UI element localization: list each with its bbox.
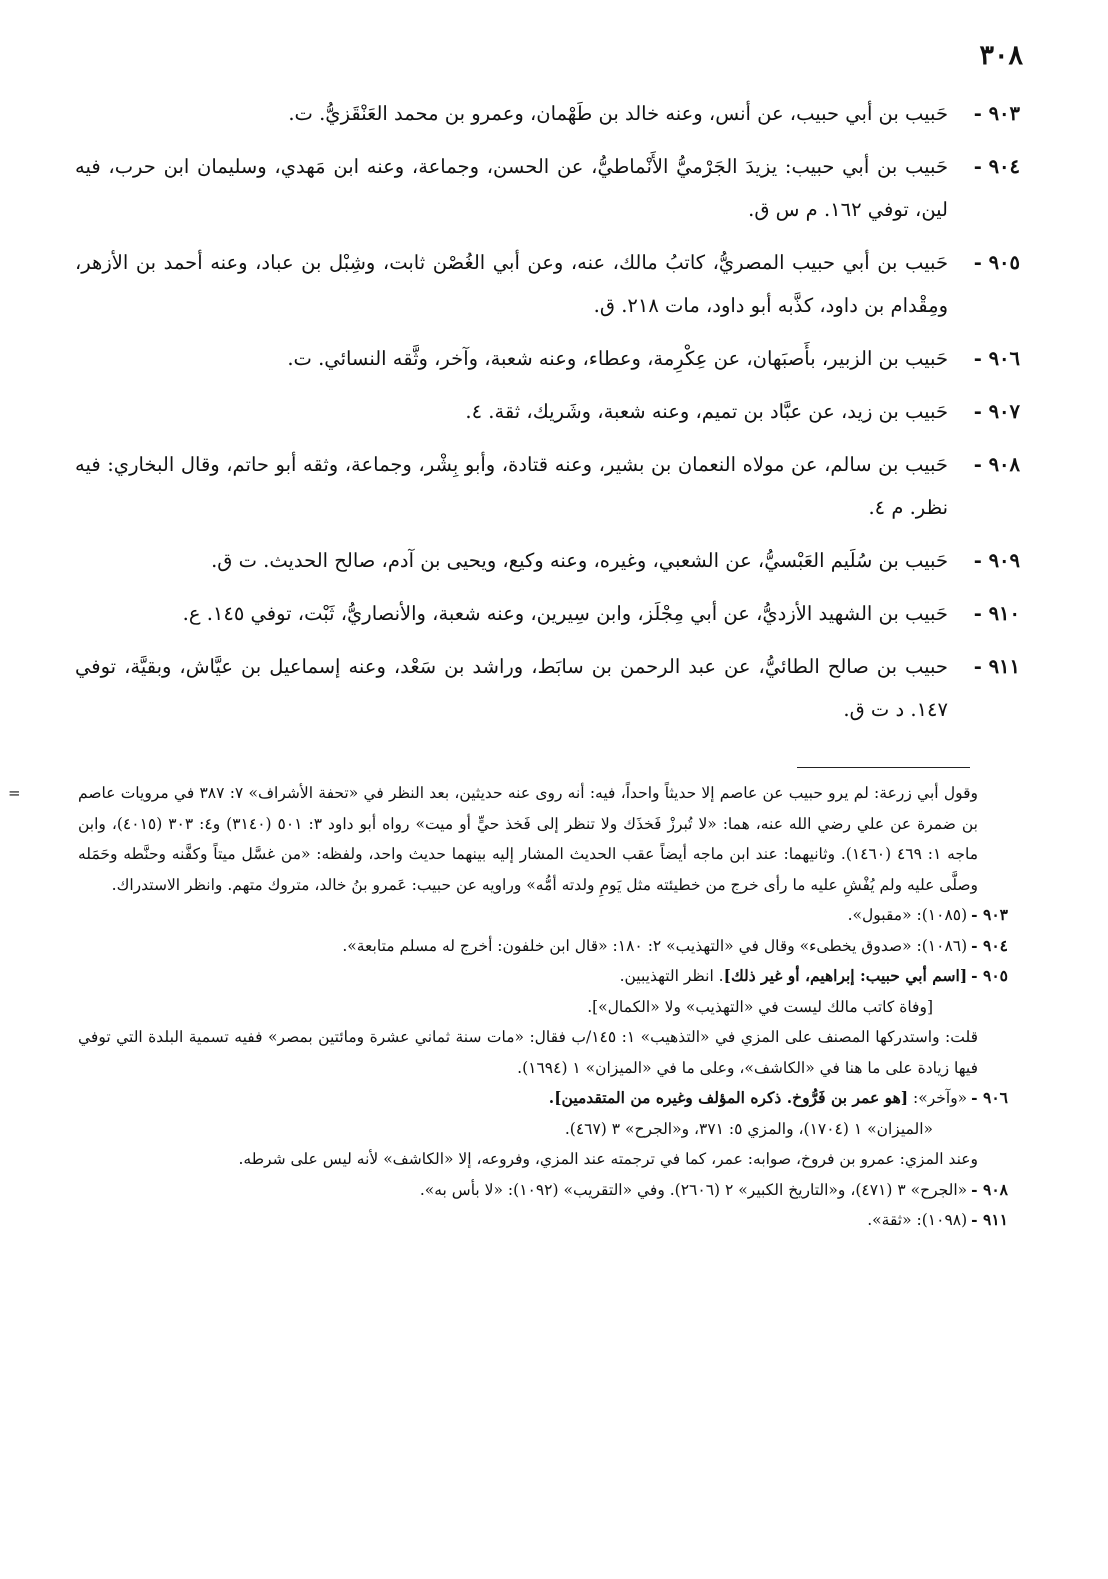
entry-number: ٩٠٣ - bbox=[973, 102, 1020, 125]
footnote-number: ٩٠٤ - bbox=[971, 935, 1008, 955]
footnote-bold-text: [هو عمر بن فَرُّوخ. ذكره المؤلف وغيره من المتقدمين]. bbox=[548, 1088, 909, 1107]
entry-907 bbox=[75, 390, 1020, 433]
entry-number: ٩٠٨ - bbox=[973, 453, 1020, 476]
footnote-number: ٩٠٦ - bbox=[971, 1088, 1008, 1107]
entry-number: ٩١٠ - bbox=[973, 602, 1020, 625]
footnote-text: وقول أبي زرعة: لم يرو حبيب عن عاصم إلا حديثاً واحداً، فيه: أنه روى عنه حديثين، بعد النظر في «تحفة الأشراف» ٧: ٣٨٧ في مرويات عاصم بن ضمرة عن علي رضي الله عنه، هما: «لا تُبرزْ فَخذَك ولا تنظر إلى فَخذ حيٍّ أو ميت» رواه أبو داود ٣: ٥٠١ (٣١٤٠) و٤: ٣٠٣ (٤٠١٥)، وابن ماجه ١: ٤٦٩ (١٤٦٠). وثانيهما: عند ابن ماجه أيضاً عقب الحديث المشار إليه بينهما حديث واحد، ولفظه: «من غسَّل ميتاً وكفَّنه وحنَّطه وحَمَله وصلَّى عليه ولم يُفْشِ عليه ما رأى خرج من خطيئته مثل يَومِ ولدته أمُّه» وراويه عن حبيب: عَمرو بنُ خالد، متروك متهم. وانظر الاستدراك. bbox=[78, 784, 978, 894]
entry-text: حَبيب بن أبي حبيب المصريُّ، كاتبُ مالك، عنه، وعن أبي الغُصْن ثابت، وشِبْل بن عباد، وعنه أحمد بن الأزهر، ومِقْدام بن داود، كذَّبه أبو داود، مات ٢١٨. ق. bbox=[75, 251, 948, 317]
footnote-904 bbox=[78, 931, 1008, 962]
entry-text: حَبيب بن زيد، عن عبَّاد بن تميم، وعنه شعبة، وشَريك، ثقة. ٤. bbox=[465, 400, 948, 423]
entry-905 bbox=[75, 241, 1020, 327]
footnote-text: «وآخر»: bbox=[908, 1089, 968, 1107]
footnote-905-note: قلت: واستدركها المصنف على المزي في «التذهيب» ١: ١٤٥/ب فقال: «مات سنة ثماني عشرة ومائتين بمصر» ففيه تسمية البلدة التي توفي فيها زيادة على ما هنا في «الكاشف»، وعلى ما في «الميزان» ١ (١٦٩٤). bbox=[78, 1028, 978, 1077]
entry-910 bbox=[75, 592, 1020, 635]
footnote-number: ٩٠٨ - bbox=[971, 1179, 1008, 1199]
entry-909 bbox=[75, 539, 1020, 582]
entry-text: حَبيب بن أبي حبيب، عن أنس، وعنه خالد بن طَهْمان، وعمرو بن محمد العَنْقَزيُّ. ت. bbox=[288, 102, 948, 125]
footnote-text: (١٠٨٥): «مقبول». bbox=[847, 906, 968, 924]
footnote-number: ٩١١ - bbox=[971, 1210, 1008, 1229]
entry-text: حَبيب بن أبي حبيب: يزيدَ الجَرْميُّ الأَنْماطيُّ، عن الحسن، وجماعة، وعنه ابن مَهدي، وسليمان ابن حرب، فيه لين، توفي ١٦٢. م س ق. bbox=[75, 155, 948, 221]
footnote-text: . انظر التهذيبين. bbox=[619, 967, 724, 985]
continuation-mark: = bbox=[8, 784, 21, 802]
footnote-908 bbox=[78, 1175, 1008, 1206]
page-number: ٣٠٨ bbox=[979, 40, 1023, 71]
entry-906 bbox=[75, 337, 1020, 380]
entry-text: حَبيب بن سُلَيم العَبْسيُّ، عن الشعبي، وغيره، وعنه وكيع، ويحيى بن آدم، صالح الحديث. ت ق. bbox=[211, 549, 948, 572]
footnote-906-line2: «الميزان» ١ (١٧٠٤)، والمزي ٥: ٣٧١، و«الجرح» ٣ (٤٦٧). bbox=[564, 1119, 933, 1138]
footnote-text: (١٠٨٦): «صدوق يخطىء» وقال في «التهذيب» ٢: ١٨٠: «قال ابن خلفون: أخرج له مسلم متابعة». bbox=[342, 936, 968, 955]
footnote-continued bbox=[8, 778, 1008, 900]
footnote-906 bbox=[78, 1083, 1008, 1114]
entry-number: ٩٠٥ - bbox=[973, 251, 1020, 274]
entry-text: حَبيب بن الشهيد الأزديُّ، عن أبي مِجْلَز، وابن سِيرين، وعنه شعبة، والأنصاريُّ، ثَبْت، توفي ١٤٥. ع. bbox=[182, 602, 948, 625]
entry-number: ٩٠٤ - bbox=[973, 155, 1020, 178]
footnotes bbox=[8, 778, 1008, 1236]
footnote-911 bbox=[78, 1205, 1008, 1236]
entry-911 bbox=[75, 645, 1020, 731]
footnote-number: ٩٠٥ - bbox=[971, 966, 1008, 985]
footnote-number: ٩٠٣ - bbox=[971, 905, 1008, 924]
entry-number: ٩١١ - bbox=[973, 655, 1020, 678]
footnote-divider bbox=[797, 767, 970, 768]
entries-list bbox=[75, 92, 1020, 741]
footnote-text: «الجرح» ٣ (٤٧١)، و«التاريخ الكبير» ٢ (٢٦٠٦). وفي «التقريب» (١٠٩٢): «لا بأس به». bbox=[419, 1180, 968, 1199]
footnote-text: (١٠٩٨): «ثقة». bbox=[867, 1211, 968, 1229]
entry-903 bbox=[75, 92, 1020, 135]
footnote-903 bbox=[78, 900, 1008, 931]
entry-text: حَبيب بن سالم، عن مولاه النعمان بن بشير، وعنه قتادة، وأبو بِشْر، وجماعة، وثقه أبو حاتم، وقال البخاري: فيه نظر. م ٤. bbox=[75, 453, 948, 519]
entry-text: حَبيب بن الزبير، بأَصبَهان، عن عِكْرِمة، وعطاء، وعنه شعبة، وآخر، وثَّقه النسائي. ت. bbox=[287, 347, 948, 370]
entry-904 bbox=[75, 145, 1020, 231]
entry-text: حبيب بن صالح الطائيُّ، عن عبد الرحمن بن سابَط، وراشد بن سَعْد، وعنه إسماعيل بن عيَّاش، وبقيَّة، توفي ١٤٧. د ت ق. bbox=[75, 655, 948, 721]
entry-number: ٩٠٩ - bbox=[973, 549, 1020, 572]
footnote-bold-text: [اسم أبي حبيب: إبراهيم، أو غير ذلك] bbox=[723, 966, 968, 985]
entry-908 bbox=[75, 443, 1020, 529]
entry-number: ٩٠٦ - bbox=[973, 347, 1020, 370]
footnote-906-note: وعند المزي: عمرو بن فروخ، صوابه: عمر، كما في ترجمته عند المزي، وفروعه، إلا «الكاشف» لأنه ليس على شرطه. bbox=[238, 1150, 978, 1168]
footnote-905-line2: [وفاة كاتب مالك ليست في «التهذيب» ولا «الكمال»]. bbox=[587, 997, 933, 1016]
footnote-905 bbox=[78, 961, 1008, 992]
entry-number: ٩٠٧ - bbox=[973, 400, 1020, 423]
